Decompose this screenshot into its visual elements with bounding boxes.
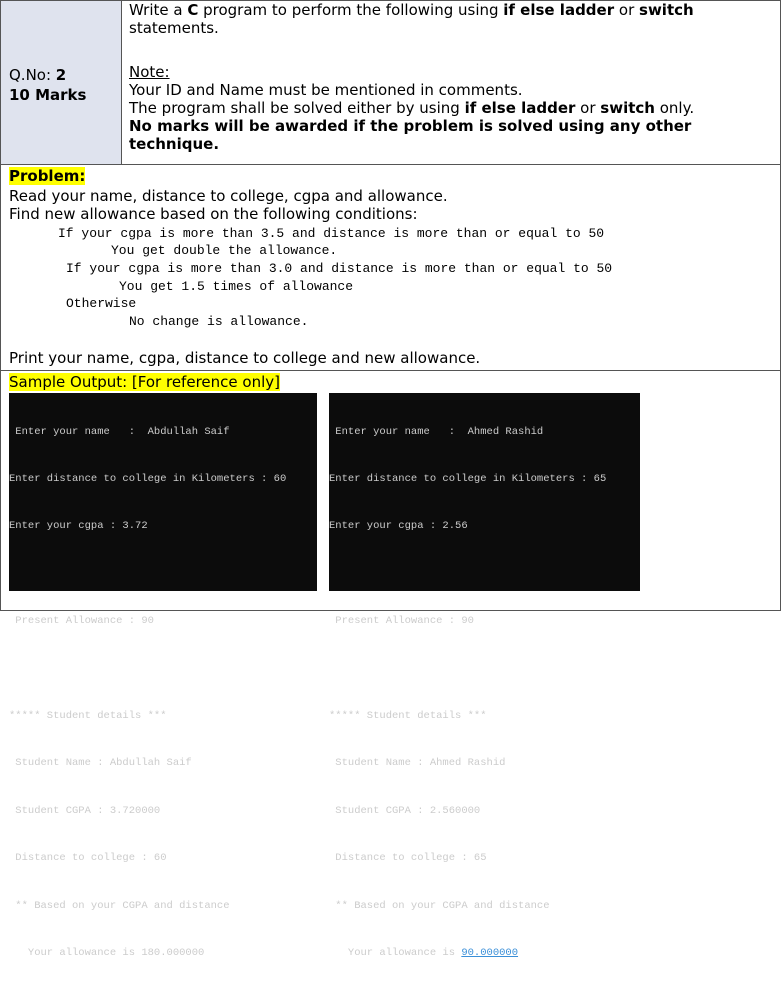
note-heading: Note: — [129, 63, 170, 81]
question-number-cell — [1, 1, 122, 164]
problem-line-2: Find new allowance based on the following conditions: — [9, 205, 418, 223]
terminal-line: Student Name : Ahmed Rashid — [329, 757, 506, 770]
terminal-line: Enter your name : Abdullah Saif — [9, 425, 230, 438]
terminal-line: ** Based on your CGPA and distance — [329, 899, 550, 912]
terminal-line: Enter your cgpa : 3.72 — [9, 520, 148, 533]
terminal-output-2 — [329, 393, 640, 959]
terminal-line — [329, 567, 640, 583]
instruction-line-1: Write a C program to perform the following using if else ladder or switch — [129, 1, 694, 19]
terminal-line: Student CGPA : 3.720000 — [9, 804, 161, 817]
terminal-line: Student CGPA : 2.560000 — [329, 804, 481, 817]
terminal-line: Your allowance is 180.000000 — [9, 946, 205, 959]
sample-output-row — [1, 371, 780, 959]
warning-line-1: No marks will be awarded if the problem is solved using any other — [129, 117, 692, 135]
terminal-line: Distance to college : 60 — [9, 852, 167, 865]
problem-row — [1, 165, 780, 371]
note-line-2: The program shall be solved either by using if else ladder or switch only. — [129, 99, 695, 117]
problem-line-1: Read your name, distance to college, cgpa and allowance. — [9, 187, 448, 205]
problem-heading: Problem: — [9, 167, 86, 185]
instructions — [129, 1, 777, 153]
terminal-line: ***** Student details *** — [9, 709, 167, 722]
print-instruction: Print your name, cgpa, distance to college and new allowance. — [9, 349, 481, 367]
question-number: Q.No: 2 10 Marks — [9, 66, 87, 104]
terminal-line — [9, 662, 317, 678]
condition-line-5: Otherwise — [66, 296, 137, 311]
terminal-line — [9, 567, 317, 583]
terminal-line: Enter distance to college in Kilometers : 60 — [9, 472, 287, 485]
condition-line-2: You get double the allowance. — [111, 243, 338, 258]
warning-line-2: technique. — [129, 135, 220, 153]
terminal-line: Student Name : Abdullah Saif — [9, 757, 192, 770]
instruction-line-2: statements. — [129, 19, 219, 37]
question-header-row — [1, 1, 780, 165]
terminal-line: Enter your cgpa : 2.56 — [329, 520, 468, 533]
sample-output-heading: Sample Output: [For reference only] — [9, 373, 280, 391]
terminal-line: Present Allowance : 90 — [329, 615, 474, 628]
condition-line-6: No change is allowance. — [129, 314, 309, 329]
terminal-line: ** Based on your CGPA and distance — [9, 899, 230, 912]
terminal-line: Enter your name : Ahmed Rashid — [329, 425, 544, 438]
terminal-line: Distance to college : 65 — [329, 852, 487, 865]
terminal-output-1 — [9, 393, 317, 959]
spacer — [129, 37, 777, 63]
terminal-line: Enter distance to college in Kilometers : 65 — [329, 472, 607, 485]
marks-label: 10 Marks — [9, 86, 87, 104]
allowance-value-link[interactable]: 90.000000 — [461, 946, 519, 959]
condition-line-4: You get 1.5 times of allowance — [119, 279, 354, 294]
terminal-line: ***** Student details *** — [329, 709, 487, 722]
note-line-1: Your ID and Name must be mentioned in comments. — [129, 81, 523, 99]
terminal-line: Present Allowance : 90 — [9, 615, 154, 628]
terminal-line: Your allowance is 90.000000 — [329, 946, 519, 959]
terminal-line — [329, 662, 640, 678]
condition-line-1: If your cgpa is more than 3.5 and distance is more than or equal to 50 — [58, 226, 605, 241]
condition-line-3: If your cgpa is more than 3.0 and distance is more than or equal to 50 — [66, 261, 613, 276]
